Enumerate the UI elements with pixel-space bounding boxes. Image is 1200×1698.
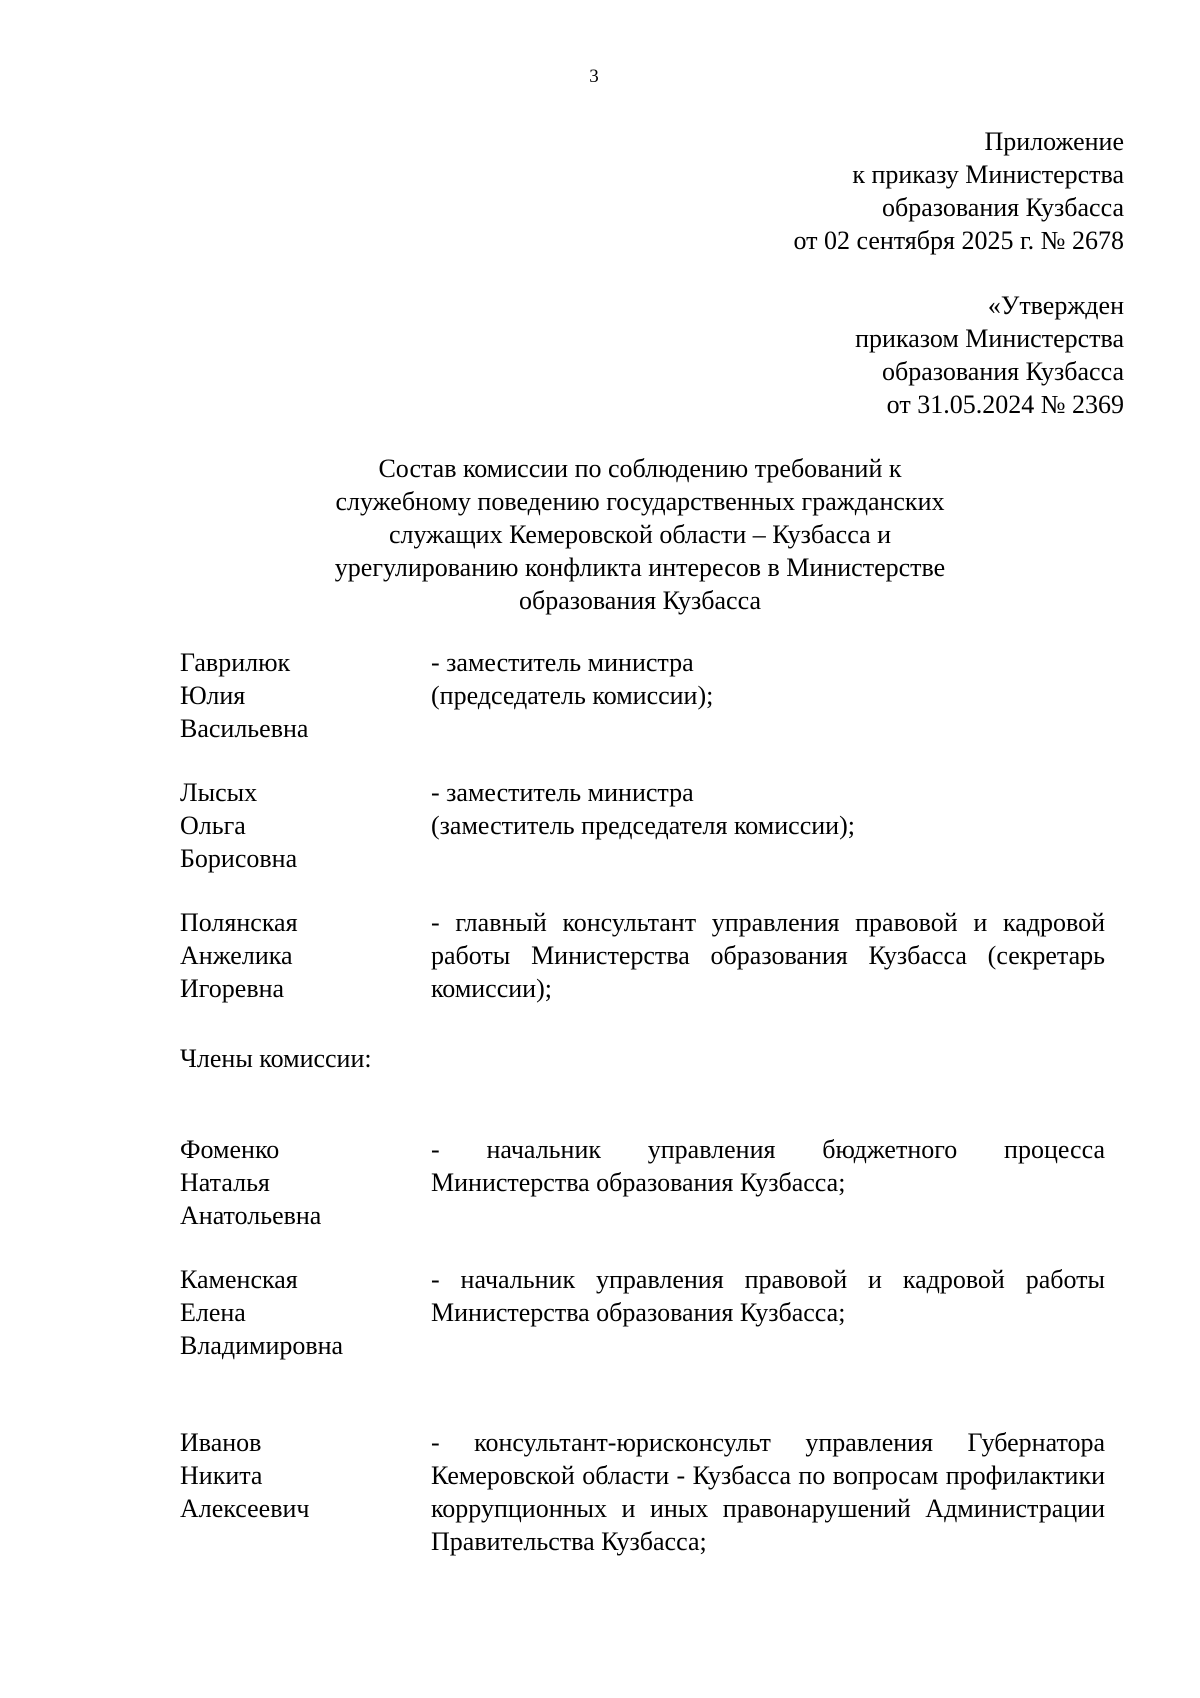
member-last-name: Полянская (180, 908, 298, 937)
member-last-name: Каменская (180, 1265, 298, 1294)
member-first-name: Ольга (180, 811, 246, 840)
appendix-header (524, 125, 1124, 257)
member-last-name: Иванов (180, 1428, 262, 1457)
member-patronymic: Владимировна (180, 1331, 344, 1360)
page-number: 3 (589, 66, 599, 87)
member-role: - заместитель министра (председатель комиссии); (431, 648, 714, 710)
approved-line: образования Кузбасса (881, 357, 1124, 386)
title-line: образования Кузбасса (518, 586, 761, 615)
appendix-line: к приказу Министерства (852, 160, 1124, 189)
member-first-name: Юлия (180, 681, 246, 710)
title-line: Состав комиссии по соблюдению требований к (378, 454, 902, 483)
member-role: - начальник управления правовой и кадровой работы Министерства образования Кузбасса; (431, 1265, 1105, 1327)
member-name (180, 1426, 410, 1525)
member-patronymic: Васильевна (180, 714, 309, 743)
member-patronymic: Анатольевна (180, 1201, 322, 1230)
member-name (180, 646, 410, 745)
approved-line: от 31.05.2024 № 2369 (886, 390, 1124, 419)
approved-line: «Утвержден (987, 291, 1124, 320)
member-name (180, 1263, 410, 1362)
member-role: - заместитель министра (заместитель председателя комиссии); (431, 778, 855, 840)
appendix-line: от 02 сентября 2025 г. № 2678 (793, 226, 1124, 255)
title-line: служебному поведению государственных гражданских (335, 487, 945, 516)
member-patronymic: Игоревна (180, 974, 285, 1003)
member-last-name: Гаврилюк (180, 648, 291, 677)
member-patronymic: Борисовна (180, 844, 298, 873)
member-role: - начальник управления бюджетного процесса Министерства образования Кузбасса; (431, 1135, 1105, 1197)
approved-line: приказом Министерства (855, 324, 1124, 353)
member-name (180, 776, 410, 875)
member-first-name: Елена (180, 1298, 246, 1327)
title-line: служащих Кемеровской области – Кузбасса и (388, 520, 892, 549)
member-patronymic: Алексеевич (180, 1494, 310, 1523)
appendix-line: Приложение (984, 127, 1124, 156)
approved-header (524, 289, 1124, 421)
document-title (0, 452, 1200, 617)
title-line: урегулированию конфликта интересов в Министерстве (334, 553, 946, 582)
appendix-line: образования Кузбасса (881, 193, 1124, 222)
members-label: Члены комиссии: (180, 1044, 372, 1073)
member-role: - консультант-юрисконсульт управления Губернатора Кемеровской области - Кузбасса по вопросам профилактики коррупционных и иных правонарушений Администрации Правительства Кузбасса; (431, 1428, 1105, 1556)
member-first-name: Анжелика (180, 941, 293, 970)
member-last-name: Фоменко (180, 1135, 280, 1164)
member-name (180, 906, 410, 1005)
member-first-name: Никита (180, 1461, 263, 1490)
member-last-name: Лысых (180, 778, 258, 807)
member-name (180, 1133, 410, 1232)
member-role: - главный консультант управления правовой и кадровой работы Министерства образования Кузбасса (секретарь комиссии); (431, 908, 1105, 1003)
member-first-name: Наталья (180, 1168, 270, 1197)
